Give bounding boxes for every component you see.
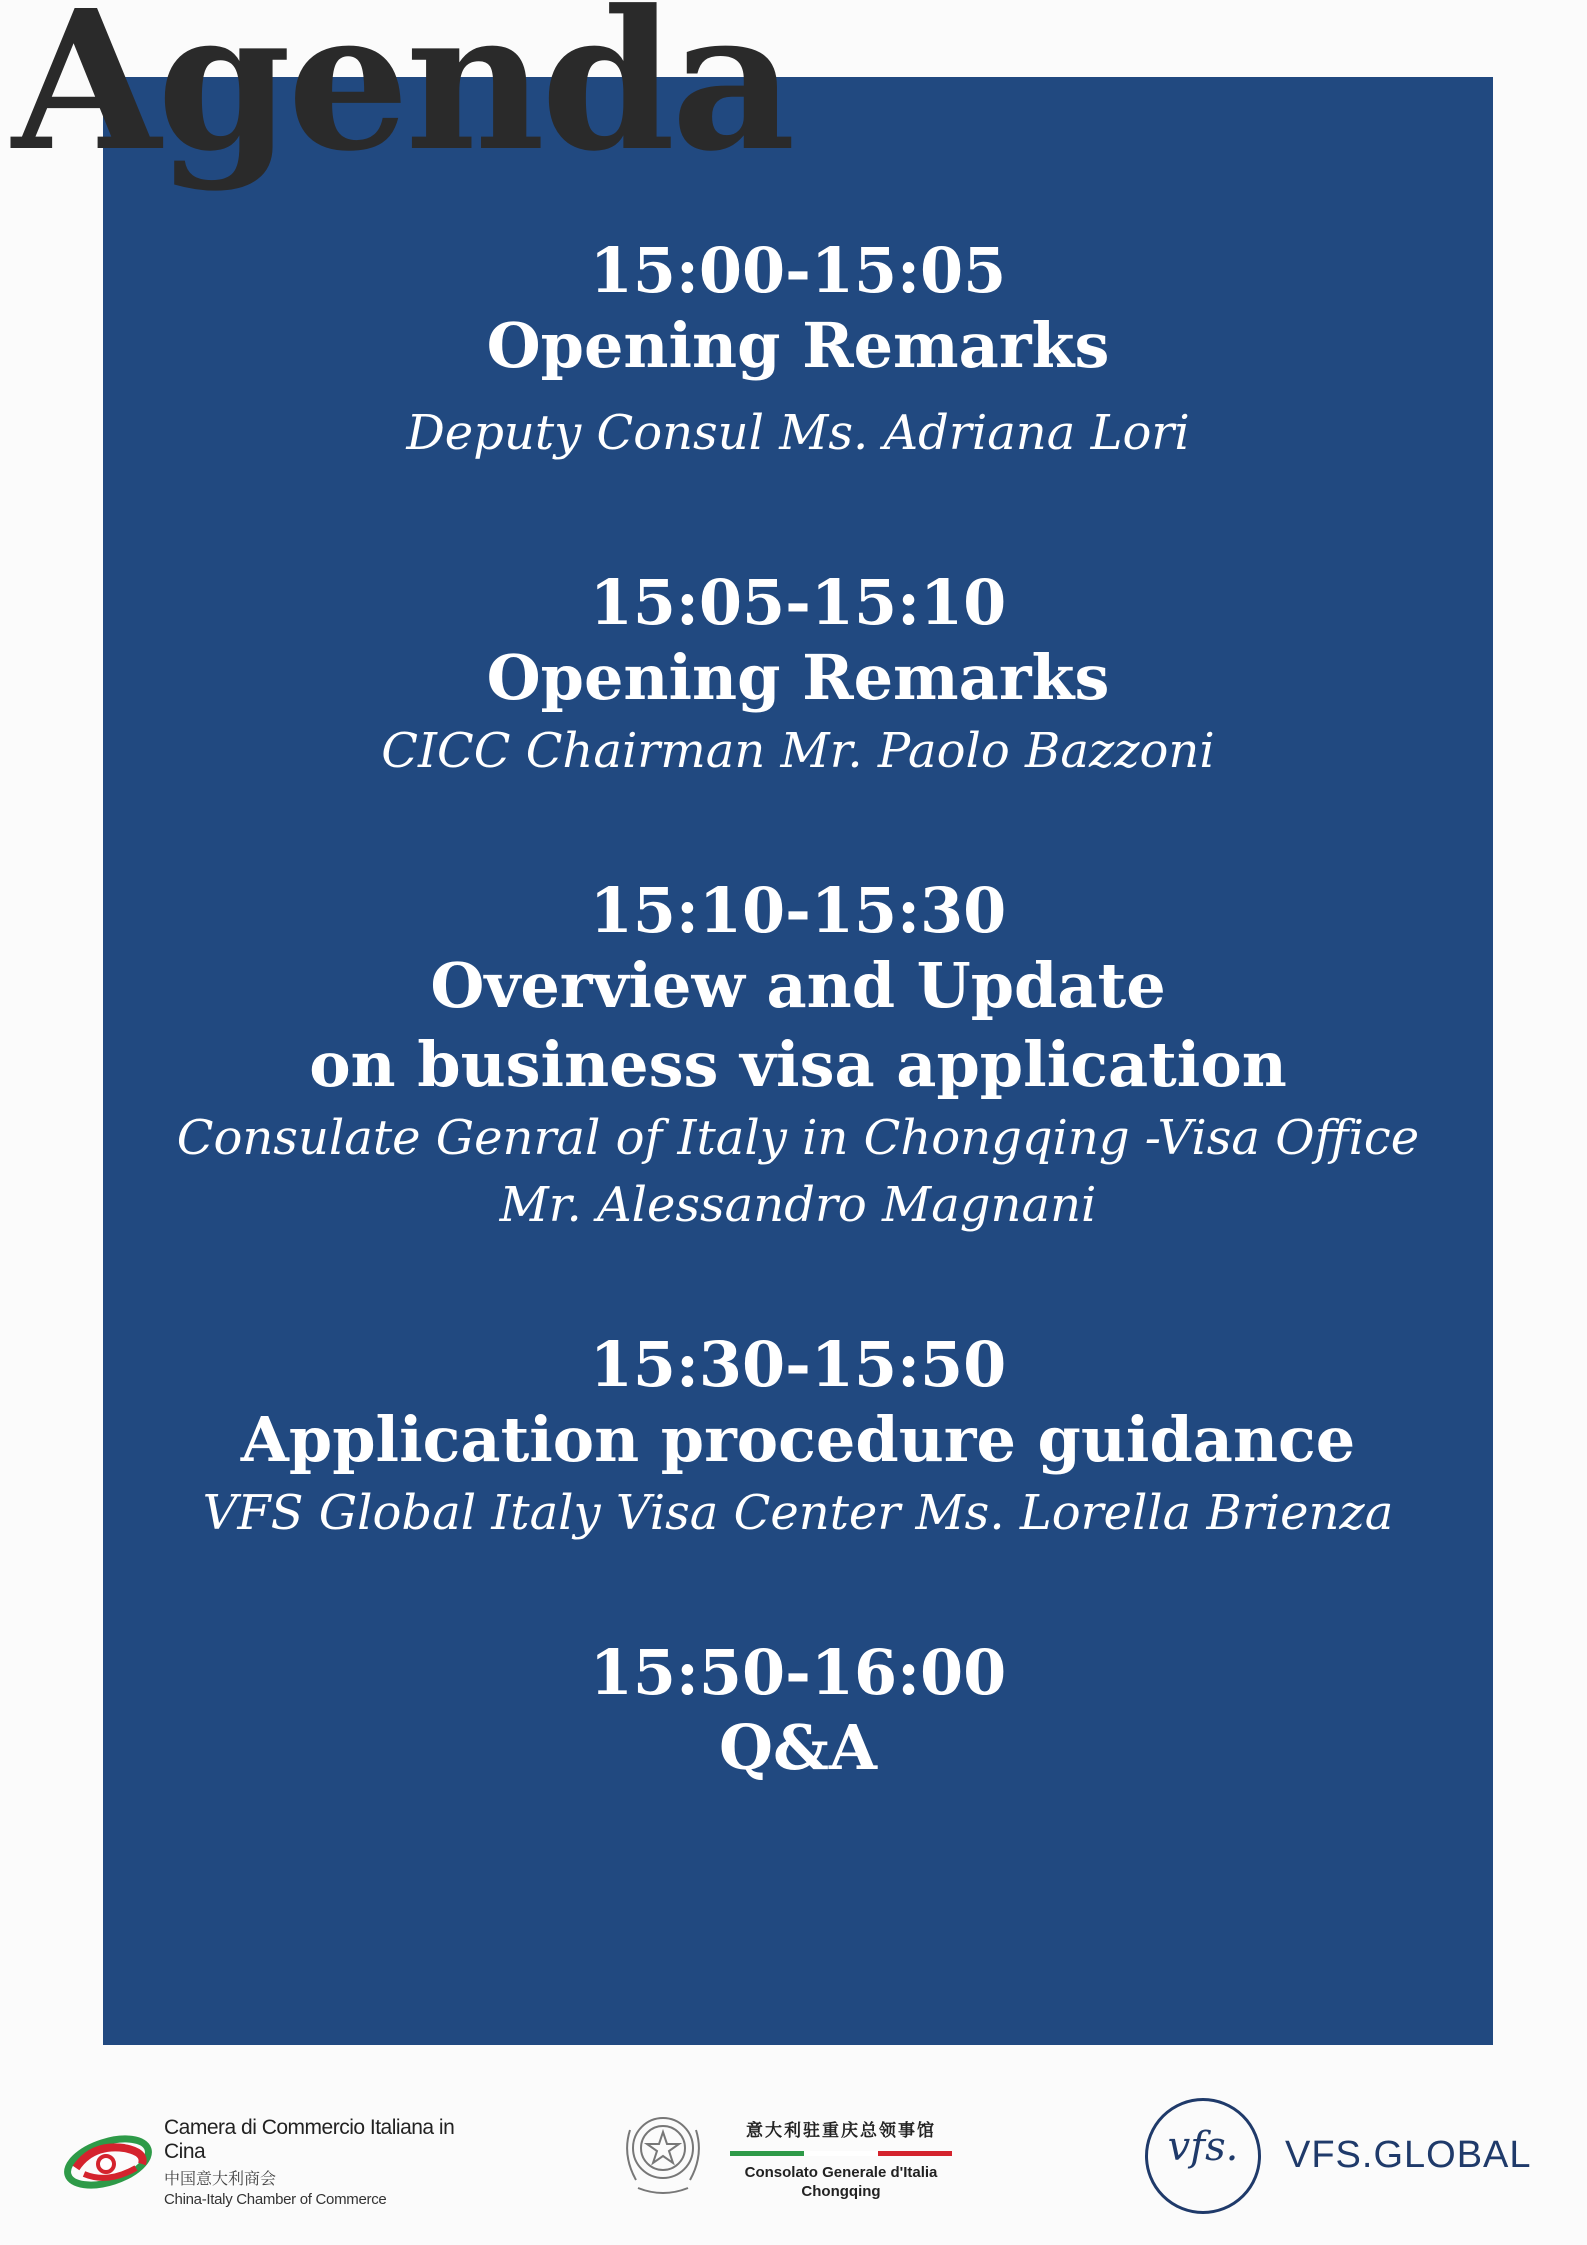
cicc-name-en: China-Italy Chamber of Commerce	[164, 2191, 387, 2208]
session-topic: Application procedure guidance	[240, 1403, 1356, 1477]
italian-flag-line	[730, 2151, 952, 2156]
session-speaker: VFS Global Italy Visa Center Ms. Lorella Brienza	[202, 1484, 1394, 1541]
agenda-sessions	[103, 235, 1493, 1788]
session-time: 15:10-15:30	[589, 873, 1007, 947]
agenda-session	[103, 235, 1493, 467]
consulate-name-cn: 意大利驻重庆总领事馆	[746, 2121, 936, 2140]
cicc-name: Camera di Commercio Italiana in Cina	[164, 2116, 455, 2163]
session-speaker: Consulate Genral of Italy in Chongqing -Visa Office	[176, 1109, 1420, 1166]
session-topic: Overview and Update	[430, 948, 1166, 1022]
cicc-name-cn: 中国意大利商会	[164, 2171, 277, 2188]
consulate-name-it: Consolato Generale d'Italia	[744, 2164, 938, 2181]
footer-logos	[0, 2090, 1587, 2230]
agenda-session	[103, 1637, 1493, 1788]
vfs-mark: vfs.	[1167, 2124, 1239, 2170]
cicc-logo-block	[62, 2110, 482, 2210]
session-topic-line-2: on business visa application	[309, 1028, 1287, 1102]
italian-emblem-icon	[618, 2100, 708, 2205]
session-time: 15:00-15:05	[589, 234, 1007, 307]
consulate-city: Chongqing	[801, 2183, 881, 2200]
agenda-session	[103, 567, 1493, 785]
session-time: 15:30-15:50	[589, 1328, 1007, 1402]
cicc-logo-icon	[62, 2122, 154, 2192]
session-speaker-line-2: Mr. Alessandro Magnani	[499, 1176, 1097, 1233]
page-title: Agenda	[12, 0, 792, 194]
vfs-logo-block	[1145, 2090, 1532, 2230]
cicc-text	[164, 2116, 482, 2208]
vfs-wordmark: VFS.GLOBAL	[1285, 2134, 1532, 2176]
session-speaker: Deputy Consul Ms. Adriana Lori	[406, 404, 1190, 461]
consulate-text	[726, 2116, 956, 2200]
agenda-session	[103, 875, 1493, 1239]
session-time: 15:50-16:00	[589, 1635, 1007, 1709]
session-topic: Opening Remarks	[486, 641, 1110, 715]
agenda-session	[103, 1329, 1493, 1547]
session-speaker: CICC Chairman Mr. Paolo Bazzoni	[381, 722, 1215, 779]
session-topic: Q&A	[718, 1711, 878, 1785]
session-time: 15:05-15:10	[589, 565, 1007, 639]
session-topic: Opening Remarks	[486, 309, 1110, 383]
consulate-logo-block	[618, 2090, 958, 2230]
